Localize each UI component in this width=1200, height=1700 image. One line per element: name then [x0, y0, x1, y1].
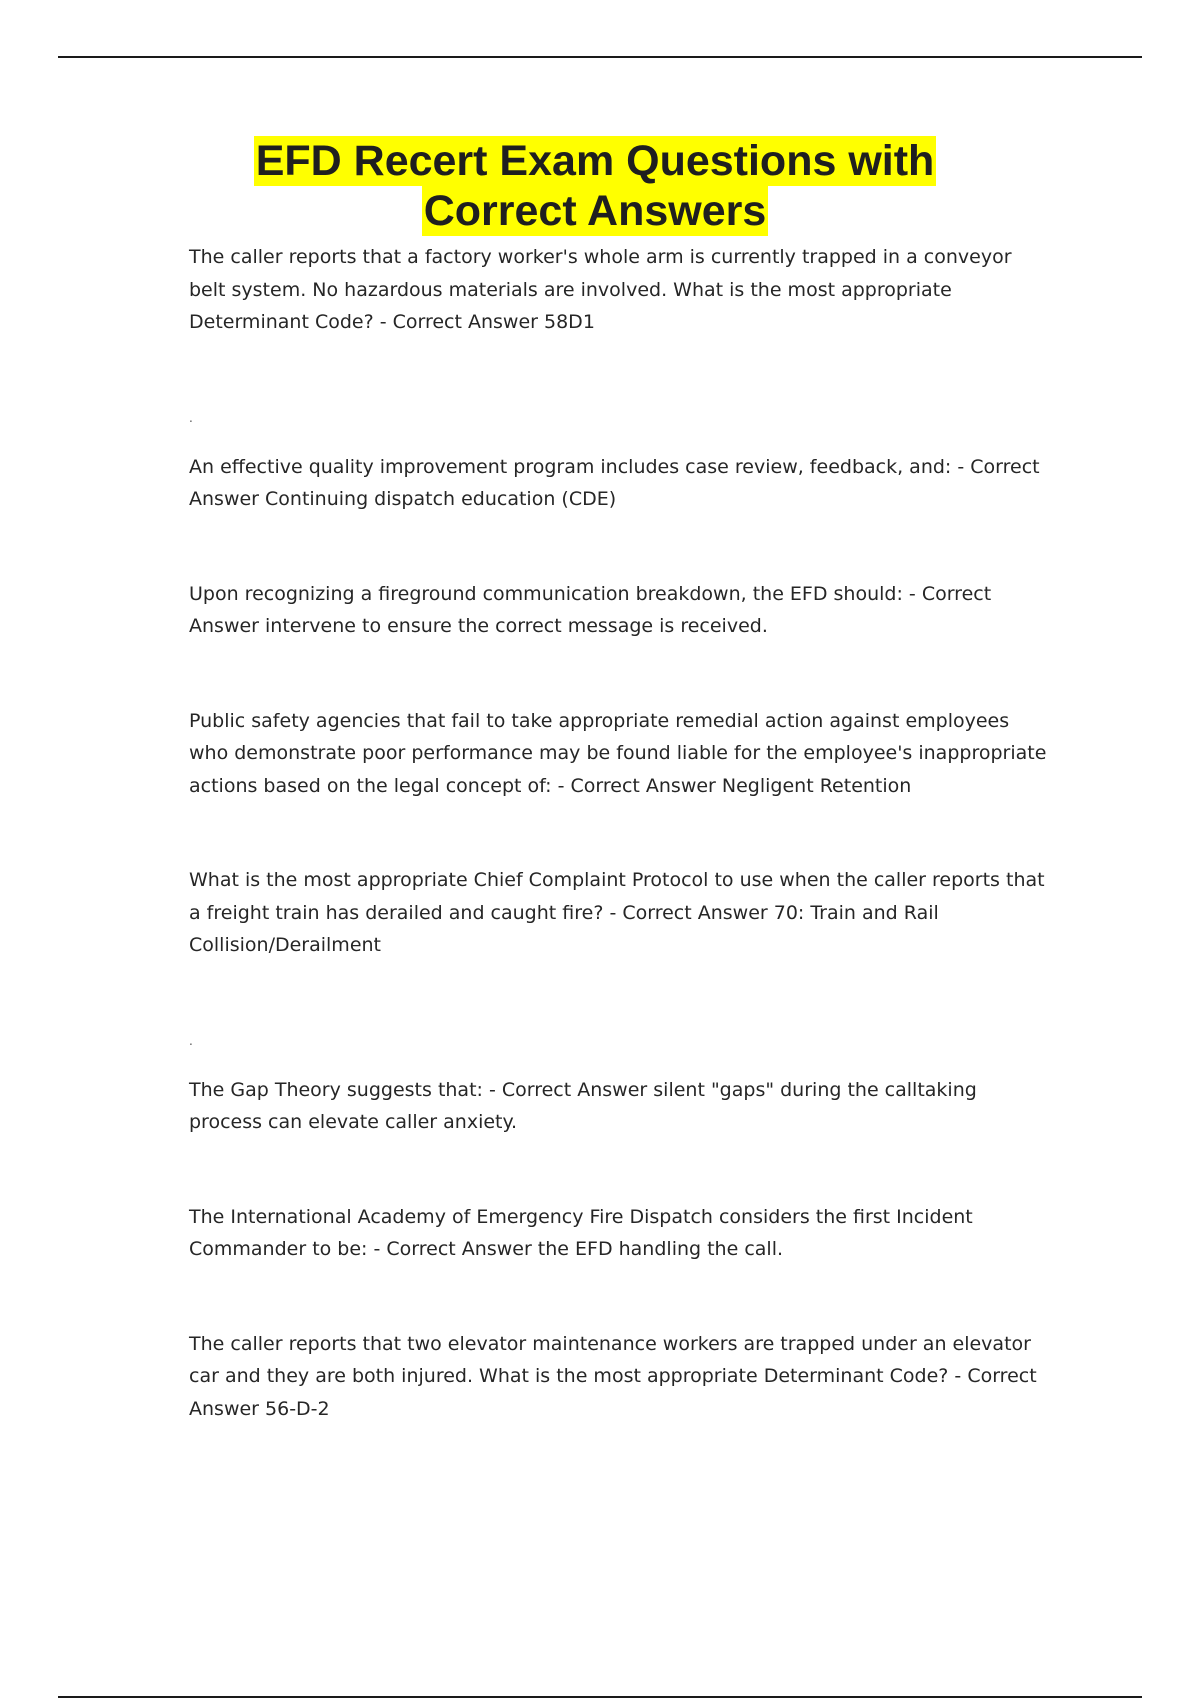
- qa-item: Public safety agencies that fail to take appropriate remedial action against employees who demonstrate poor performance may be found liable for the employee's inappropriate actions based on the legal concept of: - Correct Answer Negligent Retention: [189, 709, 1047, 797]
- separator-dot: .: [189, 410, 193, 425]
- top-rule: [58, 56, 1142, 58]
- qa-item: Upon recognizing a fireground communication breakdown, the EFD should: - Correct Answer intervene to ensure the correct message is received.: [189, 582, 992, 637]
- title-line-2: Correct Answers: [423, 187, 767, 235]
- qa-item: The caller reports that a factory worker's whole arm is currently trapped in a conveyor belt system. No hazardous materials are involved. What is the most appropriate Determinant Code? - Correct Answer 58D1: [189, 246, 1012, 333]
- qa-item: The International Academy of Emergency Fire Dispatch considers the first Incident Commander to be: - Correct Answer the EFD handling the call.: [189, 1205, 973, 1260]
- qa-item: What is the most appropriate Chief Complaint Protocol to use when the caller reports that a freight train has derailed and caught fire? - Correct Answer 70: Train and Rail Collision/Derailment: [189, 869, 1045, 956]
- bottom-rule: [58, 1696, 1142, 1698]
- qa-item: The caller reports that two elevator maintenance workers are trapped under an elevator car and they are both injured. What is the most appropriate Determinant Code? - Correct Answer 56-D-2: [189, 1332, 1037, 1420]
- title-line-1: EFD Recert Exam Questions with: [255, 137, 935, 185]
- separator-dot: .: [189, 1033, 193, 1048]
- qa-item: The Gap Theory suggests that: - Correct Answer silent "gaps" during the calltaking process can elevate caller anxiety.: [189, 1078, 977, 1133]
- qa-item: An effective quality improvement program includes case review, feedback, and: - Correct Answer Continuing dispatch education (CDE): [189, 455, 1040, 510]
- document-title: [0, 136, 1190, 236]
- qa-list: [189, 241, 1049, 1425]
